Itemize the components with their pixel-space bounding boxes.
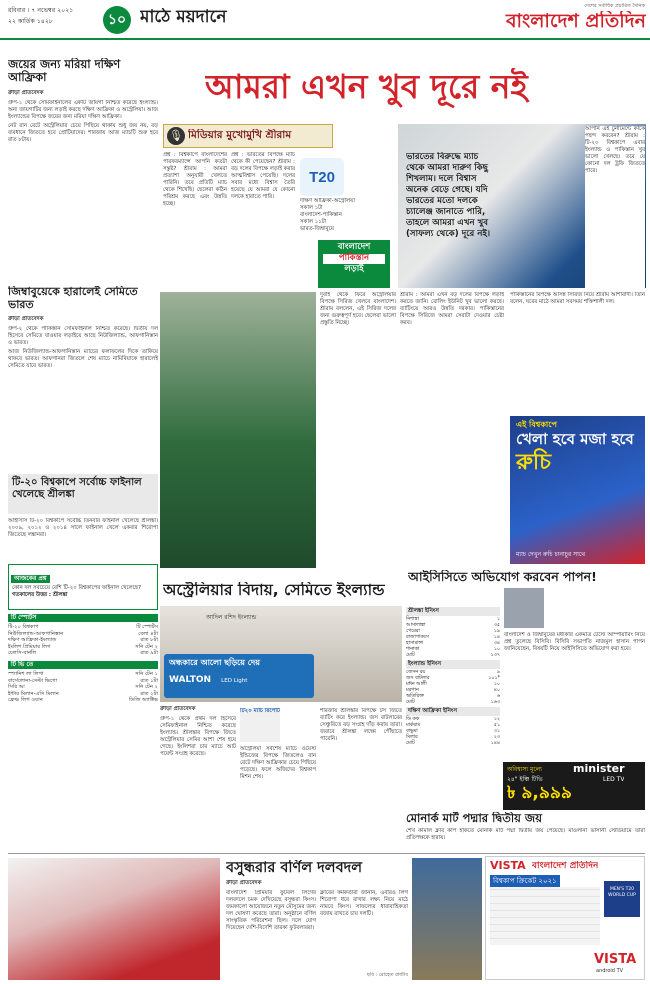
quiz-answer: গতকালের উত্তর : শ্রীলঙ্কা bbox=[12, 592, 68, 598]
issue-date: রবিবার । ৭ নভেম্বর ২০২১ bbox=[8, 7, 74, 14]
ad-kicker: অবিশ্বাস্য মূল্যে bbox=[507, 766, 542, 773]
interview-banner bbox=[163, 124, 333, 148]
scorecard-player: জস বাটলার bbox=[406, 676, 430, 681]
scorecard-runs: ৩৫ bbox=[493, 623, 500, 628]
scorecard-runs: ১০ bbox=[493, 682, 500, 687]
masthead-logo: বাংলাদেশ প্রতিদিন bbox=[505, 11, 646, 32]
scorecard-runs: ৫১ bbox=[493, 723, 500, 728]
tv-schedule-list bbox=[8, 671, 158, 704]
photo-caption: আদিল রশিদ ইংল্যান্ড bbox=[206, 614, 257, 621]
ad-footer-brand: VISTA bbox=[594, 953, 637, 967]
snack-advertisement[interactable] bbox=[510, 416, 645, 564]
tv-program: দক্ষিণ আফ্রিকা-ইংল্যান্ড bbox=[8, 637, 57, 644]
article-column: পাকিস্তানের বিপক্ষে আসন্ন সিরিজ নিয়ে শ্রীরাম আশাবাদী। তিনি বলেন, ঘরের মাঠে আমরা সবসময় শক্তিশালী দল। bbox=[510, 292, 645, 305]
interview-column: প্রশ্ন : বিশ্বকাপে বাংলাদেশের পারফরম্যান্সে আপনি কতটা সন্তুষ্ট? শ্রীরাম : আমরা প্রত্যাশা অনুযায়ী খেলতে পারিনি। তবে প্রতিটি ম্যাচ থেকে শিখেছি। ছেলেরা কঠিন পরিশ্রম করছে এবং উন্নতি হচ্ছে। bbox=[163, 152, 227, 207]
fixture-item: ভারত-জিম্বাবুয়ে bbox=[300, 226, 334, 232]
scorecard-runs: ২৩ bbox=[493, 735, 500, 740]
article-byline: ক্রীড়া প্রতিবেদক bbox=[8, 316, 44, 322]
tv-schedule-row bbox=[8, 631, 158, 638]
ad-brand: VISTA bbox=[490, 860, 526, 872]
scorecard-runs: ১৪ bbox=[493, 635, 500, 640]
scorecard-player: মিলার bbox=[406, 735, 418, 740]
tv-channel-time: সনি টেন ২ bbox=[135, 643, 158, 650]
tv-schedule-header: টি ভি তে bbox=[8, 661, 158, 669]
scorecard-runs: ১৩৭ bbox=[490, 653, 500, 658]
secondary-headline: আইসিসিতে অভিযোগ করবেন পাপন! bbox=[408, 570, 597, 584]
badge-line: লড়াই bbox=[344, 263, 364, 274]
ad-brand: minister bbox=[573, 763, 625, 775]
ad-brand: WALTON bbox=[169, 675, 212, 686]
issue-bangla-date: ২২ কার্তিক ১৪২৮ bbox=[8, 18, 53, 25]
quiz-box bbox=[8, 564, 158, 610]
official-portrait-photo bbox=[504, 588, 544, 628]
side-interview-column: আপনি এই টুর্নামেন্টে কাকে পছন্দ করবেন? শ্রীরাম : টি-২০ বিশ্বকাপে এবার ইংল্যান্ড ও পাকিস্তান খুব ভালো খেলছে। তবে যে কোনো দল ট্রফি জিততে পারে। bbox=[585, 126, 645, 288]
lead-headline: আমরা এখন খুব দূরে নই bbox=[205, 68, 528, 106]
scorecard-innings-title: দক্ষিণ আফ্রিকা ইনিংস bbox=[406, 707, 500, 716]
tv-channel-time: রাত ৯টা bbox=[140, 650, 158, 657]
tv-schedule-row bbox=[8, 671, 158, 678]
scorecard-player: আসালাঙ্কা bbox=[406, 623, 426, 628]
scorecard-player: মার্করাম bbox=[406, 723, 421, 728]
ad-kicker: এই বিশ্বকাপে bbox=[516, 420, 557, 429]
quiz-title: আজকের প্রশ্ন bbox=[11, 575, 50, 583]
article-body: শেখ কামাল ক্লাব কাপ হকিতে মোনার্ক মার্ট পদ্মা দ্বিতীয় জয় পেয়েছে। মাওলানা ভাসানী স্টেডিয়ামে তারা প্রতিপক্ষকে হারায়। bbox=[406, 828, 645, 841]
t20-world-cup-logo bbox=[300, 158, 344, 196]
tv-program: ইংলিশ প্রিমিয়ার লিগ bbox=[8, 643, 51, 650]
tv-program: ফ্রেঞ্চ লিগ ওয়ান bbox=[8, 697, 43, 704]
scorecard-runs: ১ bbox=[496, 617, 500, 622]
scorecard-player: মোট bbox=[406, 741, 415, 746]
tv-channel-time: রাত ২টা bbox=[140, 690, 158, 697]
article-body bbox=[8, 326, 158, 468]
event-stage-photo bbox=[412, 858, 482, 980]
team-presentation-photo bbox=[8, 858, 220, 980]
scorecard-player: ডি কক bbox=[406, 717, 420, 722]
section-headline: অস্ট্রেলিয়ার বিদায়, সেমিতে ইংল্যান্ড bbox=[163, 582, 385, 599]
scorecard-runs: ৩১ bbox=[493, 729, 500, 734]
scorecard-player: জেসন রয় bbox=[406, 670, 426, 675]
tv-program: সিরি আ bbox=[8, 684, 25, 691]
article-title: জয়ের জন্য মরিয়া দক্ষিণ আফ্রিকা bbox=[8, 58, 121, 85]
tv-channel-time: টি স্পোর্টস bbox=[136, 624, 158, 630]
fixture-item: বাংলাদেশ-পাকিস্তান bbox=[300, 212, 342, 218]
match-photo bbox=[160, 606, 402, 702]
scorecard-player: বাভুমা bbox=[406, 729, 418, 734]
article-body bbox=[8, 100, 158, 280]
tv-schedule bbox=[8, 614, 158, 850]
interview-banner-title: মিডিয়ার মুখোমুখি শ্রীরাম bbox=[188, 129, 292, 141]
tv-program: নিউজিল্যান্ড-আফগানিস্তান bbox=[8, 630, 64, 637]
scorecard-player: শানাকা bbox=[406, 647, 420, 652]
article-column: শারজায় শ্রীলঙ্কার বিপক্ষে টস জিতে ব্যাটিং করে ইংল্যান্ড। জস বাটলারের সেঞ্চুরিতে বড় সংগ্রহ দাঁড় করায় তারা। জবাবে শ্রীলঙ্কা লক্ষ্যে পৌঁছাতে পারেনি। bbox=[320, 708, 402, 742]
secondary-headline: মোনার্ক মার্ট পদ্মার দ্বিতীয় জয় bbox=[406, 812, 542, 825]
article-byline: ক্রীড়া প্রতিবেদক bbox=[160, 706, 196, 712]
badge-line: পাকিস্তান bbox=[323, 254, 385, 264]
page-number-badge: ১০ bbox=[103, 6, 131, 34]
article-column: দুবাই থেকে ফিরে অস্ট্রেলিয়ার বিপক্ষে সিরিজ খেলবে বাংলাদেশ। শ্রীরাম বললেন, এই সিরিজ দলের জন্য গুরুত্বপূর্ণ হবে। ছেলেরা ভালো প্রস্তুতি নিচ্ছে। bbox=[320, 292, 396, 326]
article-column: বাংলাদেশ ও জিম্বাবুয়ের মধ্যকার একমাত্র টেস্টে আম্পায়ারিং নিয়ে প্রশ্ন তুলেছে বিসিবি। বিসিবি সভাপতি নাজমুল হাসান পাপন জানিয়েছেন, বিষয়টি নিয়ে আইসিসিতে অভিযোগ করা হবে। bbox=[504, 632, 645, 652]
led-advertisement[interactable] bbox=[164, 654, 314, 698]
scorecard-player: নিশাঙ্কা bbox=[406, 617, 419, 622]
scorecard-innings-title: শ্রীলঙ্কা ইনিংস bbox=[406, 607, 500, 616]
header-rule bbox=[0, 38, 650, 40]
article-paragraph: আজ নিউজিল্যান্ড-আফগানিস্তান ম্যাচের ফলাফলের দিকে তাকিয়ে থাকবে ভারত। আফগানরা জিতলে শেষ ম্যাচে নামিবিয়াকে হারালেই সেমিতে যাবে ভারত। bbox=[8, 349, 158, 369]
article-byline: ক্রীড়া প্রতিবেদক bbox=[8, 90, 44, 96]
tv-advertisement[interactable] bbox=[503, 762, 645, 810]
ad-subtitle: LED Light bbox=[221, 678, 248, 685]
article-column: শ্রীরাম : আমরা এখন বড় দলের বিপক্ষে লড়াই করতে জানি। বোলিং ইউনিট খুব ভালো করছে। ব্যাটিংয়ে আরও উন্নতি দরকার। পাকিস্তানের বিপক্ষে সিরিজে আমরা সেরাটা দেওয়ার চেষ্টা করব। bbox=[400, 292, 504, 326]
ad-title: বিশ্বকাপ ক্রিকেট ২০২১ bbox=[490, 875, 560, 887]
tv-channel-time: ডিজি অ্যাক্টিভ bbox=[128, 697, 158, 704]
scorecard-runs: ১৯ bbox=[493, 629, 500, 634]
world-cup-sponsor-advertisement[interactable] bbox=[485, 856, 645, 980]
tv-program: স্প্যানিশ লা লিগা bbox=[8, 670, 44, 677]
microphone-icon: 🎙 bbox=[167, 127, 185, 145]
fact-box-title: টি-২০ বিশ্বকাপে সর্বোচ্চ ফাইনাল খেলেছে শ্রীলঙ্কা bbox=[8, 474, 158, 514]
photo-credit: ছবি : রোহেত রাজীব bbox=[366, 972, 408, 978]
fixture-time: সকাল ১টা bbox=[300, 205, 323, 211]
ad-paper: বাংলাদেশ প্রতিদিন bbox=[532, 861, 599, 871]
scorecard-player: পেরেরা bbox=[406, 629, 420, 634]
article-paragraph: নেট রান রেটে অস্ট্রেলিয়ার চেয়ে পিছিয়ে থাকায় শুধু জয় নয়, বড় ব্যবধানে জিততে হবে প্রোটিয়াদের। শারজায় আজ ম্যাচটি শুরু হবে রাত ৮টায়। bbox=[8, 123, 158, 143]
badge-line: বাংলাদেশ bbox=[337, 242, 371, 252]
scorecard bbox=[406, 606, 500, 792]
scorecard-runs: ১৬৩ bbox=[490, 700, 500, 705]
tv-schedule-row bbox=[8, 684, 158, 691]
scorecard-player: মোট bbox=[406, 700, 415, 705]
tv-channel-time: বেলা ৪টা bbox=[138, 630, 158, 637]
match-report-tag: টি২০ ম্যাচ রিপোর্ট bbox=[240, 708, 280, 742]
article-column: গ্রুপ-১ থেকে প্রথম দল হিসেবে সেমিফাইনাল নিশ্চিত করেছে ইংল্যান্ড। শ্রীলঙ্কার বিপক্ষে জিতে অস্ট্রেলিয়ার সেমির আশা শেষ হয়ে গেছে। ইংলিশরা চার ম্যাচে আট পয়েন্ট সংগ্রহ করেছে। bbox=[160, 716, 236, 757]
tv-schedule-list bbox=[8, 624, 158, 657]
ad-title: অন্ধকারে আলো ছড়িয়ে দেয় bbox=[169, 658, 260, 667]
tv-schedule-row bbox=[8, 637, 158, 644]
tv-program: চেলসি-বার্নলি bbox=[8, 650, 37, 657]
section-divider bbox=[8, 853, 645, 854]
ad-size: ২৪" ইঞ্চি টিভি bbox=[507, 776, 543, 783]
article-paragraph: গ্রুপ-১ থেকে সেমিফাইনালের একটি জায়গা নিশ্চিত করেছে ইংল্যান্ড। অন্য জায়গাটির জন্য লড়াই করছে দক্ষিণ আফ্রিকা ও অস্ট্রেলিয়া। আজ ইংল্যান্ডের বিপক্ষে জয়ের জন্য মরিয়া দক্ষিণ আফ্রিকা। bbox=[8, 100, 158, 120]
bangladesh-pakistan-badge bbox=[318, 240, 390, 288]
masthead-tagline: দেশের সর্বাধিক প্রচারিত দৈনিক bbox=[584, 3, 645, 9]
quiz-question: কোন দল সবচেয়ে বেশি টি-২০ বিশ্বকাপের ফাইনাল খেলেছে? bbox=[12, 585, 141, 591]
tv-channel-time: সনি টেন ২ bbox=[135, 684, 158, 691]
article-column: বাংলাদেশ প্রিমিয়ার ফুটবল লিগের দলবদলে চমক দেখিয়েছে বসুন্ধরা কিংস। জমকালো আয়োজনে নতুন মৌসুমের জন্য দল ঘোষণা করেছে তারা। অনুষ্ঠানে বর্ণিল সাংস্কৃতিক পরিবেশনা ছিল। দলে যোগ দিয়েছেন দেশি-বিদেশি তারকা ফুটবলাররা। bbox=[226, 890, 316, 931]
scorecard-player: রাজাপাকসে bbox=[406, 635, 429, 640]
tv-schedule-row bbox=[8, 697, 158, 704]
fixture-item: দক্ষিণ আফ্রিকা-অস্ট্রেলিয়া bbox=[300, 198, 355, 204]
fixture-list bbox=[300, 198, 396, 236]
ad-title: খেলা হবে মজা হবে bbox=[516, 430, 634, 449]
scorecard-runs: ৯ bbox=[496, 670, 500, 675]
tv-channel-time: সনি টেন ১ bbox=[135, 670, 158, 677]
ad-footer-sub: android TV bbox=[596, 968, 624, 974]
scorecard-runs: ৪০ bbox=[493, 688, 500, 693]
tv-schedule-row bbox=[8, 650, 158, 657]
scorecard-row bbox=[406, 741, 500, 747]
section-headline: বসুন্ধরার বর্ণিল দলবদল bbox=[226, 860, 363, 876]
scorecard-player: মোট bbox=[406, 653, 415, 658]
scorecard-player: মরগান bbox=[406, 688, 419, 693]
section-title: মাঠে ময়দানে bbox=[140, 8, 227, 27]
tv-channel-time: রাত ১টা bbox=[140, 677, 158, 684]
scorecard-row bbox=[406, 700, 500, 706]
interview-column: প্রশ্ন : ভারতের বিপক্ষে ম্যাচ থেকে কী পেয়েছেন? শ্রীরাম : বড় দলের বিপক্ষে লড়াই করার আত্মবিশ্বাস পেয়েছি। দলের সবার মধ্যে বিশ্বাস তৈরি হয়েছে যে আমরা যে কোনো দলকে হারাতে পারি। bbox=[231, 152, 295, 200]
scorecard-runs: ১০ bbox=[493, 647, 500, 652]
ad-price: ৳ ৯,৯৯৯ bbox=[507, 784, 572, 803]
schedule-grid bbox=[490, 887, 600, 945]
scorecard-runs: ১০১* bbox=[488, 676, 500, 681]
tv-schedule-header: টি স্পোর্টস bbox=[8, 614, 158, 622]
scorecard-runs: ১২ bbox=[493, 717, 500, 722]
scorecard-player: হাসারাঙ্গা bbox=[406, 641, 424, 646]
ad-tagline: ম্যাচ দেখুন রুচি চানাচুর সাথে bbox=[516, 551, 586, 558]
tv-channel-time: রাত ৮টা bbox=[140, 637, 158, 644]
article-column: অস্ট্রেলিয়া সর্বশেষ ম্যাচে ওয়েস্ট ইন্ডিজের বিপক্ষে জিতলেও রান রেটে দক্ষিণ আফ্রিকার চেয়ে পিছিয়ে পড়েছে। ফলে অজিদের বিশ্বকাপ মিশন শেষ। bbox=[240, 746, 316, 780]
scorecard-innings-title: ইংল্যান্ড ইনিংস bbox=[406, 660, 500, 669]
tv-schedule-row bbox=[8, 624, 158, 631]
article-column: ক্লাবের কর্মকর্তারা জানান, এবারও লিগ শিরোপা ধরে রাখার লক্ষ্য নিয়ে মাঠে নামবে কিংস। সাফল্যের ধারাবাহিকতা বজায় রাখতে চায় দলটি। bbox=[320, 890, 408, 917]
article-byline: ক্রীড়া প্রতিবেদক bbox=[226, 880, 262, 886]
fixture-time: সকাল ১১টা bbox=[300, 219, 327, 225]
tv-program: ইন্টার মিলান-এসি মিলান bbox=[8, 690, 59, 697]
pull-quote: ভারতের বিরুদ্ধে ম্যাচ থেকে আমরা দারুণ কিছু শিখলাম। দলে বিশ্বাস অনেক বেড়ে গেছে। যদি ভারতের মতো দলকে চ্যালেঞ্জ জানাতে পারি, তাহলে আমরা এখন খুব (সাফল্য থেকে) দূরে নই। bbox=[406, 152, 491, 239]
article-title: জিম্বাবুয়েকে হারালেই সেমিতে ভারত bbox=[8, 286, 138, 311]
svg-text:T20: T20 bbox=[309, 169, 335, 186]
scorecard-row bbox=[406, 653, 500, 659]
scorecard-runs: ৩৪ bbox=[493, 641, 500, 646]
ad-product: LED TV bbox=[603, 776, 625, 783]
tv-program: টি-২০ বিশ্বকাপ bbox=[8, 624, 39, 630]
scorecard-runs: ১৪৪ bbox=[490, 741, 500, 746]
scorecard-runs: ৬ bbox=[496, 694, 500, 699]
ad-brand: রুচি bbox=[516, 450, 552, 476]
fact-box-body: আইসিসি টি-২০ বিশ্বকাপে সর্বোচ্চ তিনবার ফাইনাল খেলেছে শ্রীলঙ্কা। ২০০৯, ২০১২ ও ২০১৪ সালে ফাইনাল খেলে একবার শিরোপা জিতেছে লঙ্কানরা। bbox=[8, 518, 158, 538]
scorecard-player: অতিরিক্ত bbox=[406, 694, 424, 699]
article-paragraph: গ্রুপ-২ থেকে পাকিস্তান সেমিফাইনাল নিশ্চিত করেছে। দ্বিতীয় দল হিসেবে সেমিতে যাওয়ার লড়াইয়ে আছে নিউজিল্যান্ড, আফগানিস্তান ও ভারত। bbox=[8, 326, 158, 346]
tv-program: বার্সেলোনা-সেল্টা ভিগো bbox=[8, 677, 58, 684]
scorecard-player: মঈন আলী bbox=[406, 682, 427, 687]
team-photo bbox=[160, 292, 316, 568]
t20-world-cup-logo: MEN'S T20 WORLD CUP bbox=[604, 881, 640, 917]
tv-schedule-row bbox=[8, 691, 158, 698]
